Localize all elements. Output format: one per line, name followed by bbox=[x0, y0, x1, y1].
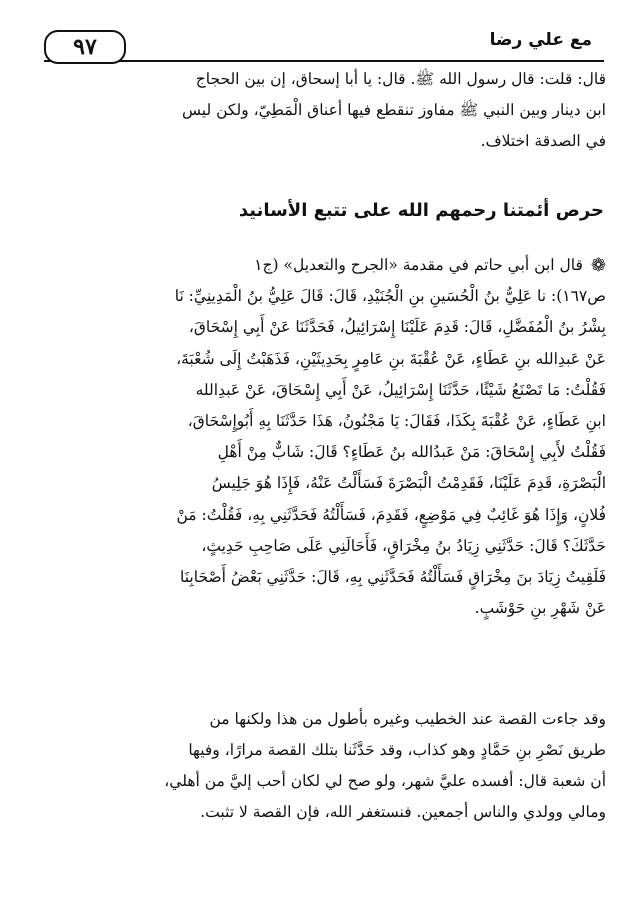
text-line: عَنْ شَهْرِ بنِ حَوْشَبٍ. bbox=[474, 599, 606, 618]
text-line-content: قال ابن أبي حاتم في مقدمة «الجرح والتعديل» (ج١ bbox=[254, 256, 583, 274]
flower-ornament-icon: ❁ bbox=[590, 255, 606, 276]
text-line: قال: قلت: قال رسول الله ﷺ. قال: يا أبا إسحاق، إن بين الحجاج bbox=[195, 70, 606, 88]
text-line: فَلَقِيتُ زِيَادَ بنَ مِخْرَاقٍ فَسَأَلْتُهُ فَحَدَّثَنِي بِهِ، قَالَ: حَدَّثَنِي بَعْضُ أَصْحَابِنَا bbox=[180, 568, 606, 587]
text-line: بِشْرُ بنُ الْمُفَضَّلِ، قَالَ: قَدِمَ عَلَيْنَا إِسْرَائِيلُ، فَحَدَّثَنَا عَنْ أَبِي إِسْحَاقَ، bbox=[188, 318, 606, 337]
text-line: ابن دينار وبين النبي ﷺ مفاوز تنقطع فيها أعناق الْمَطِيّ، ولكن ليس bbox=[182, 101, 606, 119]
header-rule bbox=[44, 60, 604, 62]
text-line: فَقُلْتُ: مَا تَصْنَعُ شَيْئًا، حَدَّثَنَا إِسْرَائِيلُ، عَنْ أَبِي إِسْحَاقَ، عَنْ عَبدِالله bbox=[195, 380, 606, 399]
paragraph-2 bbox=[22, 250, 606, 624]
text-line: الْبَصْرَةِ، قَدِمَ عَلَيْنَا، فَقَدِمْتُ الْبَصْرَةَ فَسَأَلْتُ عَنْهُ، فَإِذَا هُوَ جَلِيسُ bbox=[211, 474, 606, 493]
text-line bbox=[22, 250, 606, 281]
page-number: ٩٧ bbox=[73, 34, 97, 60]
page-number-frame bbox=[44, 30, 126, 64]
section-heading: حرص أئمتنا رحمهم الله على تتبع الأسانيد bbox=[238, 200, 604, 221]
text-line: طريق نَصْرِ بنِ حَمَّادٍ وهو كذاب، وقد حَدَّثَنا بتلك القصة مرارًا، وفيها bbox=[188, 741, 606, 759]
text-line: ص١٦٧): نا عَلِيُّ بنُ الْحُسَينِ بنِ الْجُنَيْدِ، قَالَ: قَالَ عَلِيُّ بنُ الْمَدِينِيِّ: نَا bbox=[174, 287, 606, 306]
running-title: مع علي رضا bbox=[489, 30, 592, 50]
text-line: وقد جاءت القصة عند الخطيب وغيره بأطول من هذا ولكنها من bbox=[209, 710, 606, 728]
text-line: فَقُلْتُ لأَبِي إِسْحَاقَ: مَنْ عَبدُالله بنُ عَطَاءٍ؟ قَالَ: شَابٌّ مِنْ أَهْلِ bbox=[217, 443, 606, 462]
text-line: في الصدقة اختلاف. bbox=[480, 132, 606, 150]
paragraph-3 bbox=[22, 704, 606, 828]
text-line: ابنِ عَطَاءٍ، عَنْ عُقْبَةَ بِكَذَا، فَقَالَ: يَا مَجْنُونُ، هَذَا حَدَّثَنَا بِهِ أَبُوإِسْحَاقَ، bbox=[187, 412, 606, 431]
text-line: فُلانٍ، وَإِذَا هُوَ غَائِبٌ فِي مَوْضِعٍ، فَقَدِمَ، فَسَأَلْتُهُ فَحَدَّثَنِي بِهِ، فَقُلْتُ: مَنْ bbox=[176, 505, 606, 524]
text-line: أن شعبة قال: أفسده عليَّ شهر، ولو صح لي لكان أحب إليَّ من أهلي، bbox=[164, 772, 606, 790]
page-header bbox=[44, 28, 604, 62]
text-line: حَدَّثَكَ؟ قَالَ: حَدَّثَنِي زِيَادُ بنُ مِخْرَاقٍ، فَأَحَالَنِي عَلَى صَاحِبِ حَدِيثٍ، bbox=[201, 536, 606, 555]
text-line: ومالي وولدي والناس أجمعين. فنستغفر الله، فإن القصة لا تثبت. bbox=[200, 803, 606, 821]
text-line: عَنْ عَبدِالله بنِ عَطَاءٍ، عَنْ عُقْبَةَ بنِ عَامِرٍ بِحَدِيثَيْنِ، فَذَهَبْتُ إِلَى شُعْبَةَ، bbox=[176, 349, 606, 368]
paragraph-1 bbox=[22, 64, 606, 157]
